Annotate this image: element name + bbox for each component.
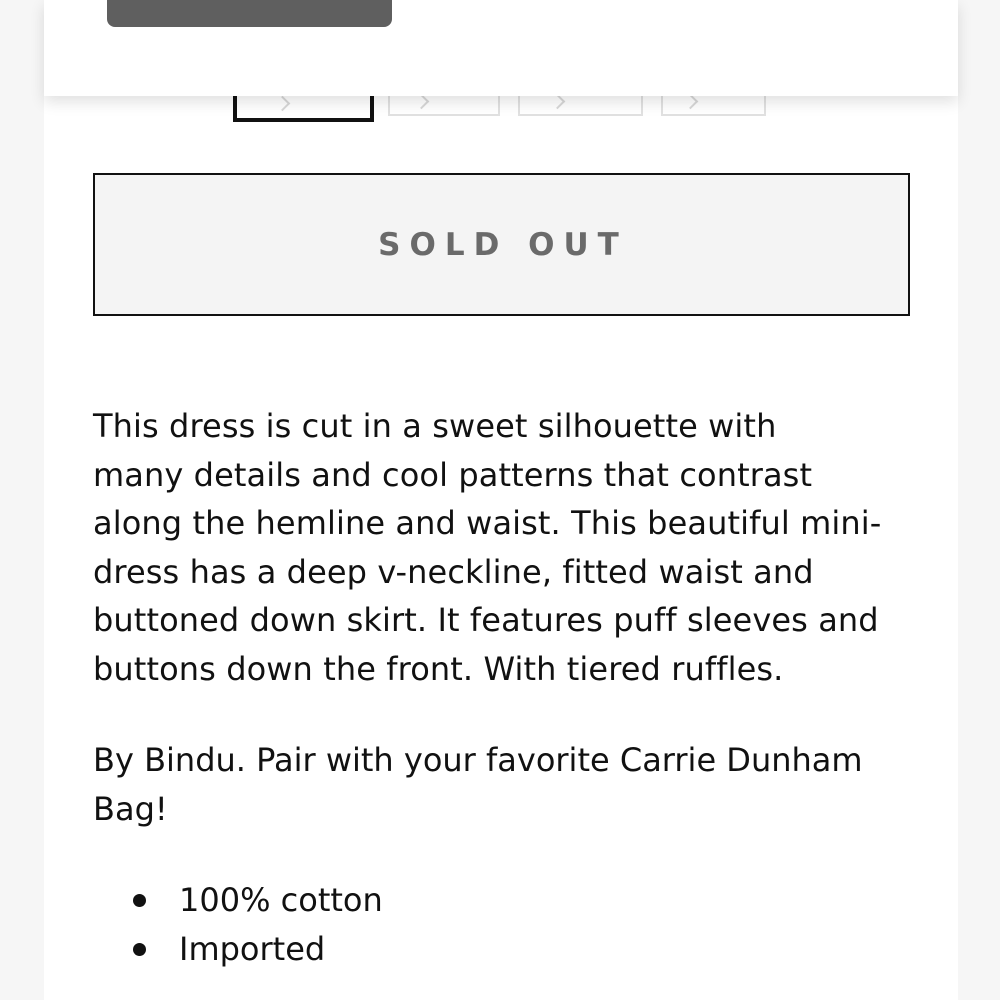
description-line: dress has a deep v-neckline, fitted waist and [93, 552, 814, 591]
description-line: This dress is cut in a sweet silhouette with [93, 407, 777, 445]
feature-text: Imported [179, 929, 326, 968]
description-line: many details and cool patterns that contrast [93, 455, 813, 494]
brand-note-line: By Bindu. Pair with your favorite Carrie Dunham [93, 741, 863, 779]
description-line: along the hemline and waist. This beautiful mini- [93, 504, 882, 542]
sold-out-button[interactable]: SOLD OUT [93, 173, 910, 316]
description-line: buttons down the front. With tiered ruffles. [93, 649, 784, 688]
product-description [93, 402, 923, 693]
bullet-icon [133, 943, 146, 956]
feature-list [93, 876, 383, 973]
bullet-icon [133, 894, 146, 907]
header-action-button[interactable] [107, 0, 392, 27]
chevron-right-icon [275, 96, 291, 112]
sticky-header [44, 0, 958, 96]
list-item [93, 925, 383, 974]
chevron-right-icon [414, 94, 430, 110]
list-item [93, 876, 383, 925]
chevron-right-icon [683, 94, 699, 110]
feature-text: 100% cotton [179, 881, 383, 919]
brand-note-line: Bag! [93, 789, 168, 828]
description-line: buttoned down skirt. It features puff sleeves and [93, 601, 879, 639]
brand-note [93, 736, 923, 833]
chevron-right-icon [550, 94, 566, 110]
